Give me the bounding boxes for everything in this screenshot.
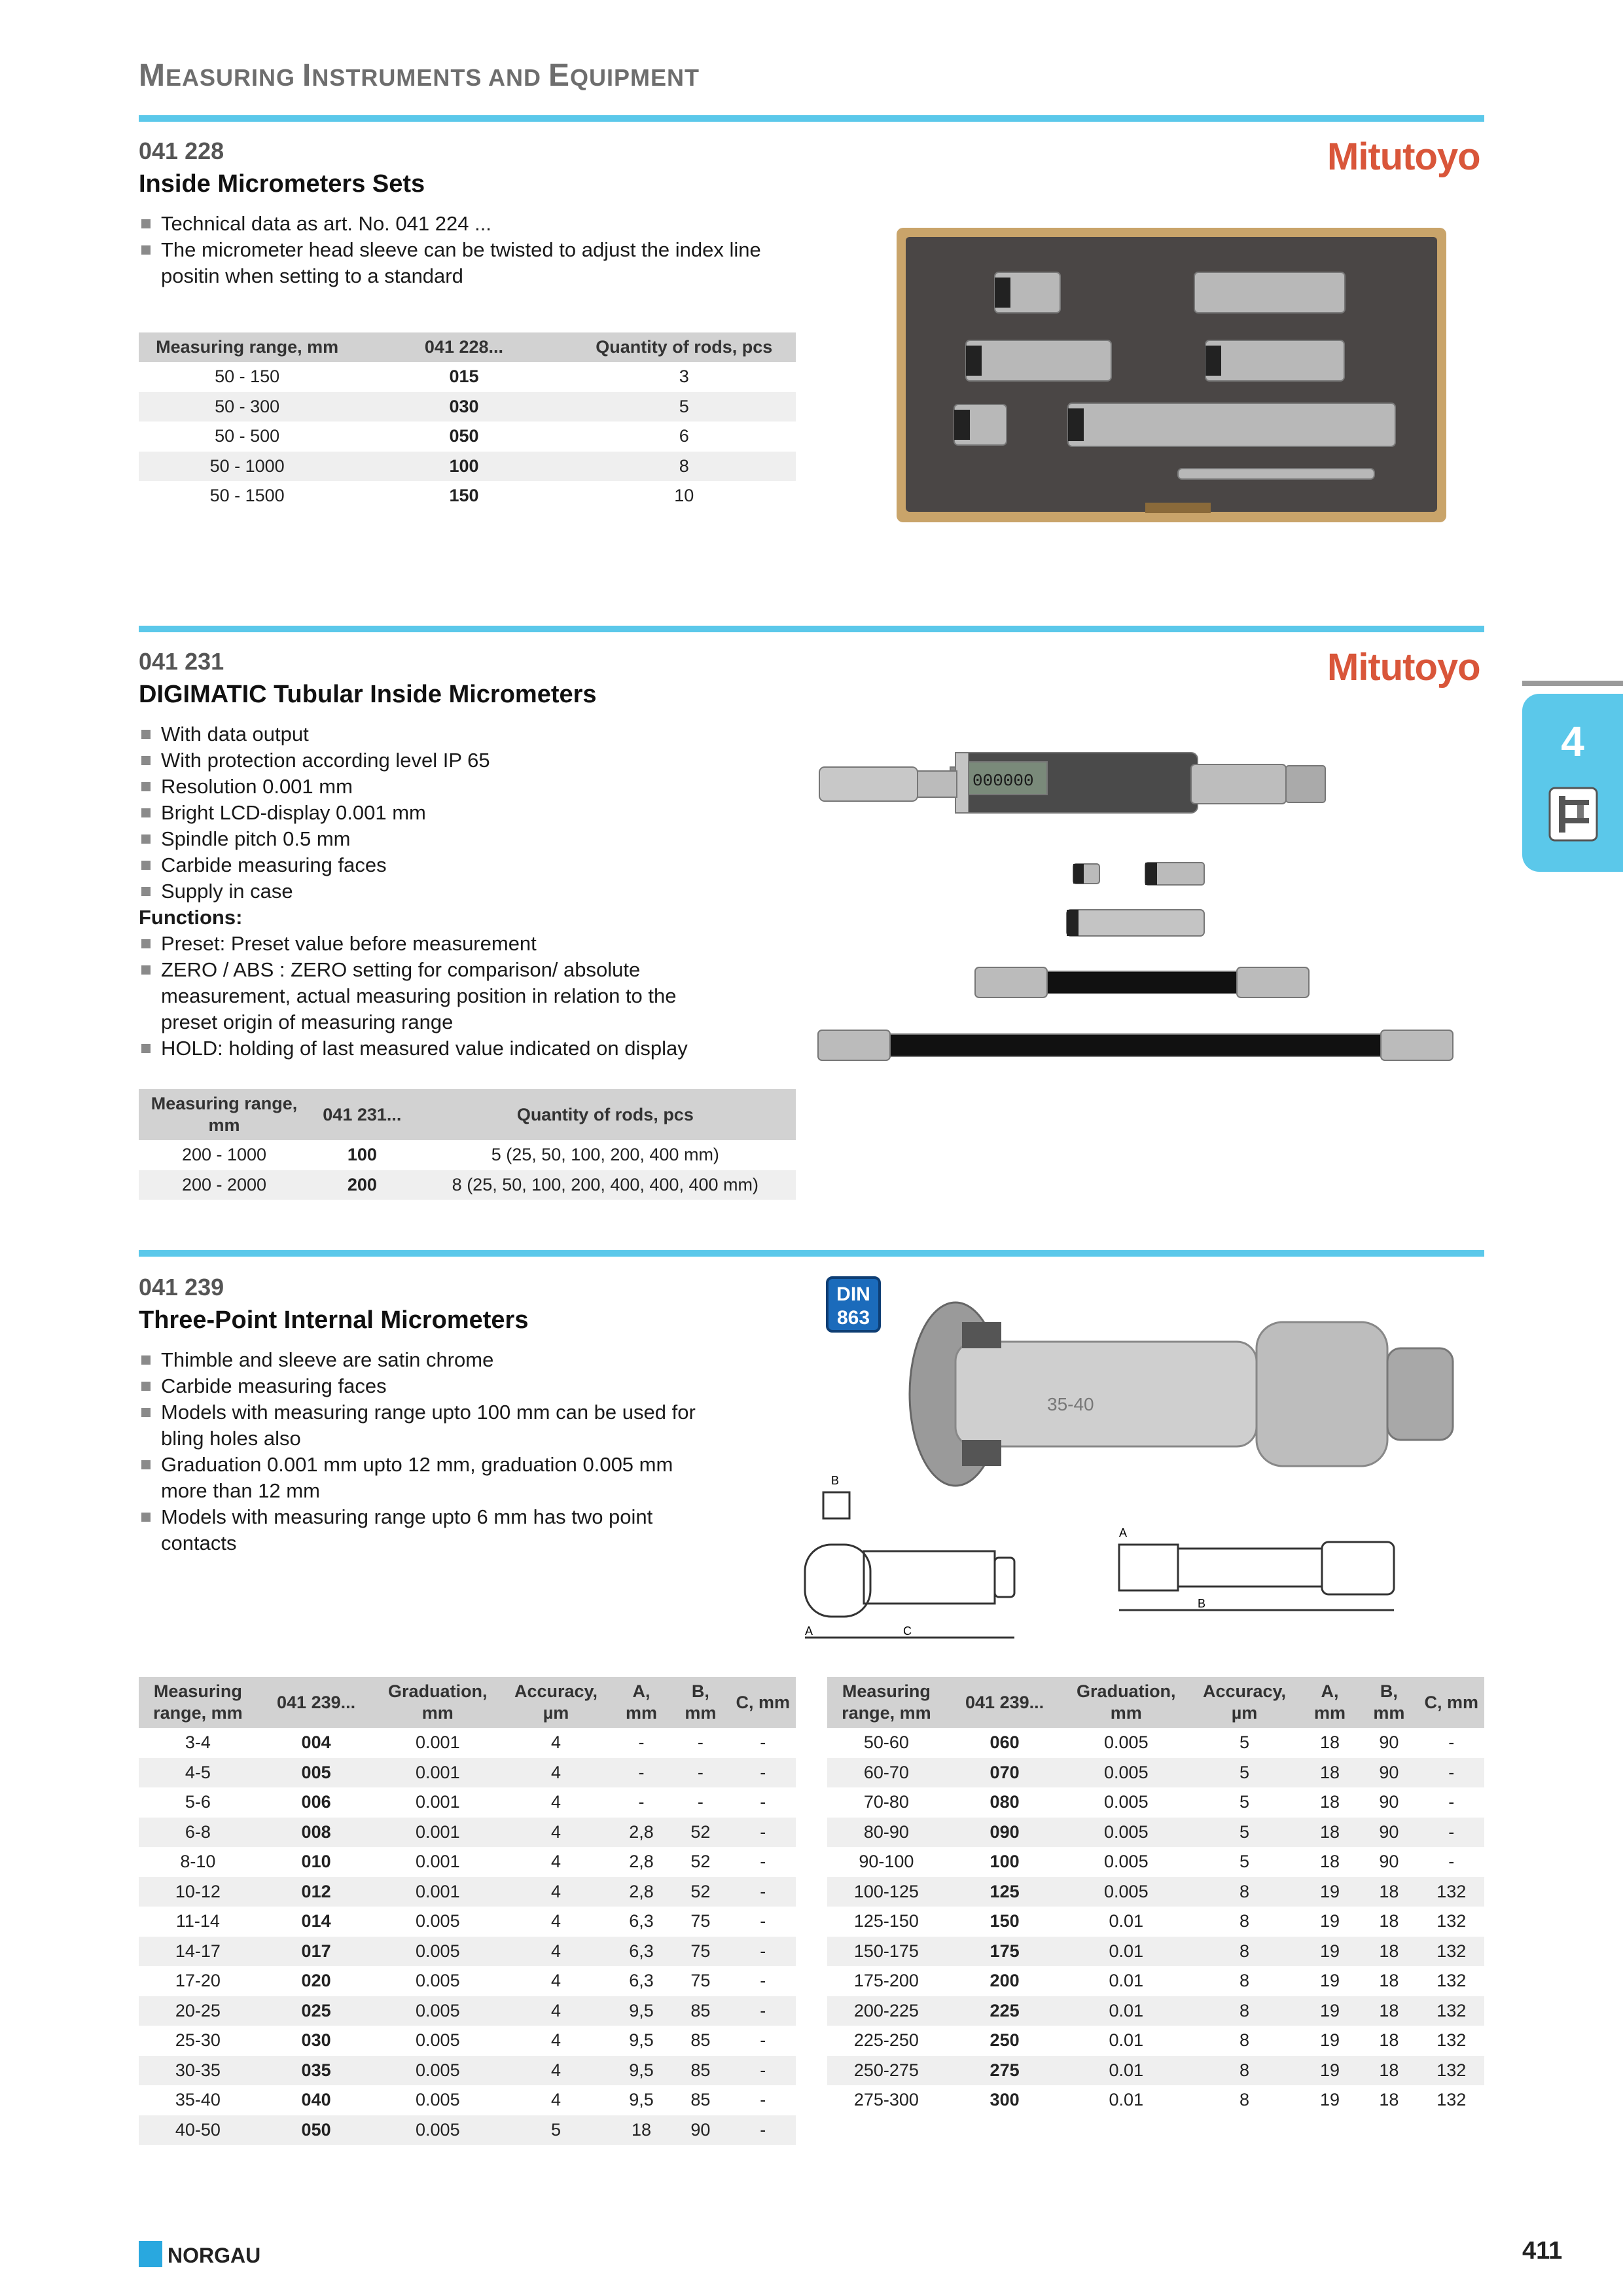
table-cell: 85 (690, 2030, 711, 2051)
table-cell: 0.005 (1104, 1732, 1149, 1753)
feature-item: The micrometer head sleeve can be twisted to adjust the index line positin when setting to a standard (139, 237, 793, 289)
table-cell: 132 (1419, 1877, 1484, 1907)
col-header: B, mm (1359, 1677, 1418, 1728)
table-cell: 0.005 (1063, 1758, 1188, 1788)
table-cell: 18 (1300, 1818, 1359, 1848)
table-cell: - (730, 1877, 796, 1907)
table-cell: 90-100 (859, 1852, 914, 1872)
table-row (139, 1787, 796, 1818)
section-divider (139, 1250, 1484, 1257)
table-cell: 125 (946, 1877, 1064, 1907)
digimatic-micrometer-image (805, 726, 1499, 1067)
table-cell: 6,3 (629, 1911, 654, 1931)
technical-drawing-profile (1106, 1518, 1414, 1623)
table-cell: 0.005 (375, 1996, 500, 2026)
table-row (827, 2056, 1484, 2086)
table-cell: 175-200 (853, 1971, 919, 1991)
table-cell: 060 (990, 1732, 1020, 1753)
table-cell: 80-90 (827, 1818, 946, 1848)
table-cell: 2,8 (629, 1852, 654, 1872)
table-row (139, 1937, 796, 1967)
table-row: 50 - 150 015 3 (215, 367, 689, 387)
lcd-display: 000000 (972, 771, 1034, 791)
table-cell: 18 (1359, 1877, 1418, 1907)
table-cell: 5 (500, 2115, 612, 2145)
col-header: Graduation, mm (1063, 1677, 1188, 1728)
col-header: A, mm (612, 1677, 671, 1728)
dim-label-b: B (1198, 1597, 1206, 1610)
table-cell: 250-275 (827, 2056, 946, 2086)
table-cell: 8 (1188, 2056, 1300, 2086)
col-header: 041 231... (310, 1089, 415, 1140)
table-cell: 0.001 (416, 1852, 460, 1872)
col-header: Accuracy, µm (500, 1677, 612, 1728)
table-cell: 012 (257, 1877, 376, 1907)
dim-label-b: B (831, 1474, 840, 1487)
table-cell: - (760, 2030, 766, 2051)
table-cell: 0.001 (375, 1758, 500, 1788)
table-cell: 035 (257, 2056, 376, 2086)
table-cell: - (760, 1971, 766, 1991)
col-header: Graduation, mm (375, 1677, 500, 1728)
table-cell: 275-300 (853, 2090, 919, 2110)
table-cell: 90 (671, 2115, 730, 2145)
micrometer-set-case-image (897, 228, 1446, 522)
product-table (139, 1089, 796, 1200)
table-cell: 40-50 (139, 2115, 257, 2145)
table-cell: 132 (1436, 2090, 1467, 2110)
table-cell: 4 (500, 1937, 612, 1967)
feature-list (139, 211, 793, 289)
product-title: Inside Micrometers Sets (139, 170, 425, 198)
table-cell: 025 (257, 1996, 376, 2026)
article-number: 041 231 (139, 648, 224, 675)
col-header: Quantity of rods, pcs (415, 1089, 796, 1140)
dim-label-a: A (805, 1624, 813, 1638)
table-cell: 005 (257, 1758, 376, 1788)
table-cell: 75 (671, 1937, 730, 1967)
table-cell: - (730, 1937, 796, 1967)
table-cell: 8 (1240, 1911, 1250, 1931)
table-row (139, 2085, 796, 2115)
table-cell: 90 (1359, 1758, 1418, 1788)
table-cell: - (730, 1818, 796, 1848)
col-header: C, mm (730, 1677, 796, 1728)
table-cell: 4 (551, 1911, 562, 1931)
table-cell: 9,5 (629, 2030, 654, 2051)
table-cell: 0.005 (1104, 1792, 1149, 1812)
feature-item: Models with measuring range upto 6 mm has two point contacts (139, 1504, 715, 1556)
footer-brand: NORGAU (168, 2244, 261, 2267)
table-cell: 5 (1188, 1818, 1300, 1848)
table-cell: 0.001 (416, 1792, 460, 1812)
table-cell: 0.01 (1063, 1937, 1188, 1967)
feature-list (139, 721, 793, 1062)
table-cell: 60-70 (827, 1758, 946, 1788)
table-cell: 008 (257, 1818, 376, 1848)
table-cell: 19 (1320, 1971, 1340, 1991)
col-header: Measuring range, mm (139, 1677, 257, 1728)
article-number: 041 228 (139, 137, 224, 164)
table-cell: 90 (1379, 1792, 1399, 1812)
table-row (139, 2056, 796, 2086)
table-row: 50 - 500 050 6 (215, 426, 689, 446)
table-cell: 75 (690, 1971, 711, 1991)
scale-label: 35-40 (1047, 1394, 1094, 1414)
product-table-right (827, 1677, 1484, 2115)
table-cell: - (638, 1792, 645, 1812)
table-cell: 0.01 (1109, 2090, 1144, 2110)
article-number: 041 239 (139, 1274, 224, 1300)
table-cell: 200 (990, 1971, 1020, 1991)
chapter-tab[interactable] (1522, 694, 1623, 872)
table-cell: 0.01 (1063, 1996, 1188, 2026)
section-divider (139, 626, 1484, 632)
col-header: 041 239... (257, 1677, 376, 1728)
table-cell: 0.005 (416, 1971, 460, 1991)
table-cell: 18 (1379, 1911, 1399, 1931)
table-cell: 0.005 (1063, 1877, 1188, 1907)
table-cell: - (1419, 1818, 1484, 1848)
table-cell: 0.005 (416, 2090, 460, 2110)
table-cell: 090 (946, 1818, 1064, 1848)
table-cell: 70-80 (863, 1792, 909, 1812)
table-cell: - (697, 1732, 704, 1753)
table-cell: 040 (301, 2090, 331, 2110)
table-cell: 25-30 (175, 2030, 221, 2051)
table-cell: 18 (1359, 1996, 1418, 2026)
table-cell: 0.005 (375, 2056, 500, 2086)
feature-item: Technical data as art. No. 041 224 ... (139, 211, 793, 237)
table-cell: 18 (1300, 1758, 1359, 1788)
table-cell: - (697, 1792, 704, 1812)
col-header: 041 239... (946, 1677, 1064, 1728)
table-cell: 18 (1320, 1732, 1340, 1753)
table-cell: 150-175 (827, 1937, 946, 1967)
table-row (827, 2026, 1484, 2056)
table-cell: 100 (990, 1852, 1020, 1872)
table-cell: 4 (551, 2030, 562, 2051)
table-cell: 132 (1436, 1971, 1467, 1991)
table-cell: 50-60 (863, 1732, 909, 1753)
table-cell: 18 (1379, 2090, 1399, 2110)
table-cell: 4 (551, 1852, 562, 1872)
table-row (827, 1758, 1484, 1788)
table-row: 200 - 2000 200 8 (25, 50, 100, 200, 400, 400, 400 mm) (139, 1170, 796, 1200)
table-cell: 18 (1379, 2030, 1399, 2051)
col-header: Measuring range, mm (139, 1089, 310, 1140)
table-cell: 132 (1419, 1996, 1484, 2026)
table-row (139, 1847, 796, 1877)
table-cell: 0.01 (1109, 1971, 1144, 1991)
table-cell: 275 (946, 2056, 1064, 2086)
table-cell: 6-8 (139, 1818, 257, 1848)
feature-item: With protection according level IP 65 (139, 747, 793, 774)
feature-item: Spindle pitch 0.5 mm (139, 826, 793, 852)
col-header: C, mm (1419, 1677, 1484, 1728)
table-row (827, 2085, 1484, 2115)
table-cell: 200-225 (827, 1996, 946, 2026)
table-cell: 85 (690, 2090, 711, 2110)
table-cell: 4 (500, 1996, 612, 2026)
table-cell: - (760, 1911, 766, 1931)
table-cell: 0.005 (416, 1911, 460, 1931)
table-cell: 150 (990, 1911, 1020, 1931)
table-cell: 19 (1300, 1937, 1359, 1967)
table-cell: 300 (990, 2090, 1020, 2110)
table-cell: 4 (500, 1877, 612, 1907)
table-row (139, 1758, 796, 1788)
feature-item: Models with measuring range upto 100 mm can be used for bling holes also (139, 1399, 715, 1452)
table-cell: 0.005 (375, 1937, 500, 1967)
col-header: Measuring range, mm (827, 1677, 946, 1728)
table-cell: 010 (301, 1852, 331, 1872)
table-cell: 5 (1240, 1852, 1250, 1872)
table-cell: 006 (301, 1792, 331, 1812)
section-divider (139, 115, 1484, 122)
chapter-number: 4 (1561, 718, 1584, 765)
table-cell: 5-6 (185, 1792, 211, 1812)
table-cell: 4 (500, 2056, 612, 2086)
table-cell: 125-150 (853, 1911, 919, 1931)
col-header: Accuracy, µm (1188, 1677, 1300, 1728)
col-header: B, mm (671, 1677, 730, 1728)
table-cell: 52 (671, 1818, 730, 1848)
table-cell: 20-25 (139, 1996, 257, 2026)
table-cell: 30-35 (139, 2056, 257, 2086)
product-title: DIGIMATIC Tubular Inside Micrometers (139, 681, 597, 708)
col-header: 041 228... (355, 332, 572, 362)
table-row (139, 1996, 796, 2026)
table-cell: - (730, 1996, 796, 2026)
dim-label-a: A (1119, 1526, 1128, 1539)
table-cell: 19 (1300, 2056, 1359, 2086)
side-tab-divider (1522, 681, 1623, 686)
table-cell: 4 (551, 1732, 562, 1753)
table-row (827, 1937, 1484, 1967)
table-row (139, 1728, 796, 1758)
table-row (827, 1907, 1484, 1937)
table-row (139, 2115, 796, 2145)
col-header: A, mm (1300, 1677, 1359, 1728)
table-cell: 004 (301, 1732, 331, 1753)
feature-item: Carbide measuring faces (139, 1373, 715, 1399)
feature-item: Bright LCD-display 0.001 mm (139, 800, 793, 826)
function-item: ZERO / ABS : ZERO setting for comparison/ absolute measurement, actual measuring position in relation to the preset origin of measuring range (139, 957, 724, 1035)
table-cell: 14-17 (139, 1937, 257, 1967)
table-cell: 4 (500, 1818, 612, 1848)
feature-item: With data output (139, 721, 793, 747)
table-cell: 014 (301, 1911, 331, 1931)
function-item: Preset: Preset value before measurement (139, 931, 793, 957)
feature-list (139, 1347, 715, 1556)
table-cell: 4 (500, 1758, 612, 1788)
table-cell: 52 (671, 1877, 730, 1907)
table-row (139, 1966, 796, 1996)
col-header: Quantity of rods, pcs (573, 332, 796, 362)
table-cell: 19 (1320, 2030, 1340, 2051)
table-cell: 19 (1300, 1996, 1359, 2026)
table-cell: 18 (612, 2115, 671, 2145)
table-row (139, 2026, 796, 2056)
table-cell: 8 (1240, 1971, 1250, 1991)
table-row: 50 - 1500 150 10 (209, 486, 694, 506)
table-row (139, 1877, 796, 1907)
table-cell: - (1448, 1852, 1455, 1872)
table-cell: 18 (1359, 1937, 1418, 1967)
table-cell: - (671, 1758, 730, 1788)
table-cell: 0.005 (375, 2115, 500, 2145)
table-cell: 132 (1419, 1937, 1484, 1967)
table-cell: 132 (1436, 2030, 1467, 2051)
table-cell: 4 (551, 2090, 562, 2110)
table-cell: 020 (301, 1971, 331, 1991)
table-cell: 4 (551, 1971, 562, 1991)
table-cell: 017 (257, 1937, 376, 1967)
table-cell: 0.001 (416, 1732, 460, 1753)
table-cell: 0.01 (1063, 2056, 1188, 2086)
dim-label-c: C (903, 1624, 912, 1638)
table-cell: 2,8 (612, 1818, 671, 1848)
table-cell: 4 (551, 1792, 562, 1812)
product-title: Three-Point Internal Micrometers (139, 1306, 529, 1334)
table-row (139, 1907, 796, 1937)
table-cell: - (730, 1758, 796, 1788)
table-cell: 8 (1188, 1877, 1300, 1907)
table-cell: 0.005 (1104, 1852, 1149, 1872)
col-header: Measuring range, mm (139, 332, 355, 362)
table-cell: 0.005 (416, 2030, 460, 2051)
table-row: 200 - 1000 100 5 (25, 50, 100, 200, 400 mm) (181, 1145, 719, 1165)
feature-item: Resolution 0.001 mm (139, 774, 793, 800)
mitutoyo-logo: Mitutoyo (1327, 646, 1480, 689)
table-row: 50 - 300 030 5 (139, 392, 796, 422)
product-table (139, 332, 796, 511)
feature-item: Graduation 0.001 mm upto 12 mm, graduation 0.005 mm more than 12 mm (139, 1452, 715, 1504)
table-cell: 9,5 (612, 2056, 671, 2086)
table-cell: 132 (1419, 2056, 1484, 2086)
table-cell: 9,5 (629, 2090, 654, 2110)
table-cell: - (730, 2115, 796, 2145)
table-row (827, 1818, 1484, 1848)
feature-item: Carbide measuring faces (139, 852, 793, 878)
table-cell: 18 (1320, 1792, 1340, 1812)
table-cell: 8 (1188, 1937, 1300, 1967)
page-title: MEASURING INSTRUMENTS AND EQUIPMENT (139, 58, 700, 93)
table-cell: 35-40 (175, 2090, 221, 2110)
table-cell: 10-12 (139, 1877, 257, 1907)
table-cell: 6,3 (629, 1971, 654, 1991)
table-cell: 8-10 (180, 1852, 216, 1872)
page-number: 411 (1522, 2237, 1563, 2265)
table-cell: - (1448, 1792, 1455, 1812)
caliper-icon (1548, 787, 1598, 842)
din-863-badge: DIN 863 (826, 1276, 881, 1333)
feature-item: Supply in case (139, 878, 793, 905)
table-cell: 100-125 (827, 1877, 946, 1907)
table-cell: 6,3 (612, 1937, 671, 1967)
table-cell: 080 (990, 1792, 1020, 1812)
table-cell: 18 (1379, 1971, 1399, 1991)
table-row (139, 1818, 796, 1848)
table-cell: 030 (301, 2030, 331, 2051)
product-table-left (139, 1677, 796, 2145)
table-cell: 0.001 (375, 1877, 500, 1907)
table-cell: 8 (1188, 1996, 1300, 2026)
table-cell: 85 (671, 2056, 730, 2086)
table-cell: 225-250 (853, 2030, 919, 2051)
table-cell: 5 (1240, 1792, 1250, 1812)
table-cell: - (612, 1758, 671, 1788)
table-cell: 19 (1320, 2090, 1340, 2110)
table-cell: - (760, 2090, 766, 2110)
table-cell: 250 (990, 2030, 1020, 2051)
table-row (827, 1966, 1484, 1996)
table-cell: 5 (1240, 1732, 1250, 1753)
table-cell: 0.005 (1063, 1818, 1188, 1848)
table-cell: 132 (1436, 1911, 1467, 1931)
table-cell: 17-20 (175, 1971, 221, 1991)
table-cell: 18 (1320, 1852, 1340, 1872)
table-cell: - (1448, 1732, 1455, 1753)
table-row (827, 1847, 1484, 1877)
table-cell: 0.01 (1109, 1911, 1144, 1931)
table-cell: 3-4 (185, 1732, 211, 1753)
table-cell: 75 (690, 1911, 711, 1931)
table-cell: - (730, 2056, 796, 2086)
table-cell: - (760, 1732, 766, 1753)
functions-heading: Functions: (139, 906, 243, 929)
table-cell: 0.001 (375, 1818, 500, 1848)
table-row (827, 1877, 1484, 1907)
table-cell: - (760, 1852, 766, 1872)
table-cell: 225 (946, 1996, 1064, 2026)
technical-drawing-side (798, 1466, 1021, 1656)
table-row: 50 - 1000 100 8 (139, 452, 796, 482)
table-cell: 85 (671, 1996, 730, 2026)
table-cell: - (760, 1792, 766, 1812)
table-cell: 18 (1359, 2056, 1418, 2086)
feature-item: Thimble and sleeve are satin chrome (139, 1347, 715, 1373)
table-cell: 050 (257, 2115, 376, 2145)
table-cell: 11-14 (175, 1911, 220, 1931)
table-cell: 070 (946, 1758, 1064, 1788)
table-cell: 4-5 (139, 1758, 257, 1788)
table-cell: 90 (1379, 1732, 1399, 1753)
table-cell: 52 (690, 1852, 711, 1872)
table-cell: 90 (1379, 1852, 1399, 1872)
table-cell: 19 (1320, 1911, 1340, 1931)
table-cell: 8 (1240, 2030, 1250, 2051)
table-row (827, 1728, 1484, 1758)
table-cell: 0.01 (1109, 2030, 1144, 2051)
table-row (827, 1787, 1484, 1818)
norgau-logo-square (139, 2241, 162, 2267)
table-cell: 2,8 (612, 1877, 671, 1907)
function-item: HOLD: holding of last measured value indicated on display (139, 1035, 793, 1062)
table-cell: 19 (1300, 1877, 1359, 1907)
table-cell: 175 (946, 1937, 1064, 1967)
table-cell: 90 (1359, 1818, 1418, 1848)
table-cell: - (638, 1732, 645, 1753)
mitutoyo-logo: Mitutoyo (1327, 135, 1480, 178)
table-row (827, 1996, 1484, 2026)
table-cell: 8 (1240, 2090, 1250, 2110)
table-cell: - (1419, 1758, 1484, 1788)
table-cell: 9,5 (612, 1996, 671, 2026)
table-cell: 5 (1188, 1758, 1300, 1788)
